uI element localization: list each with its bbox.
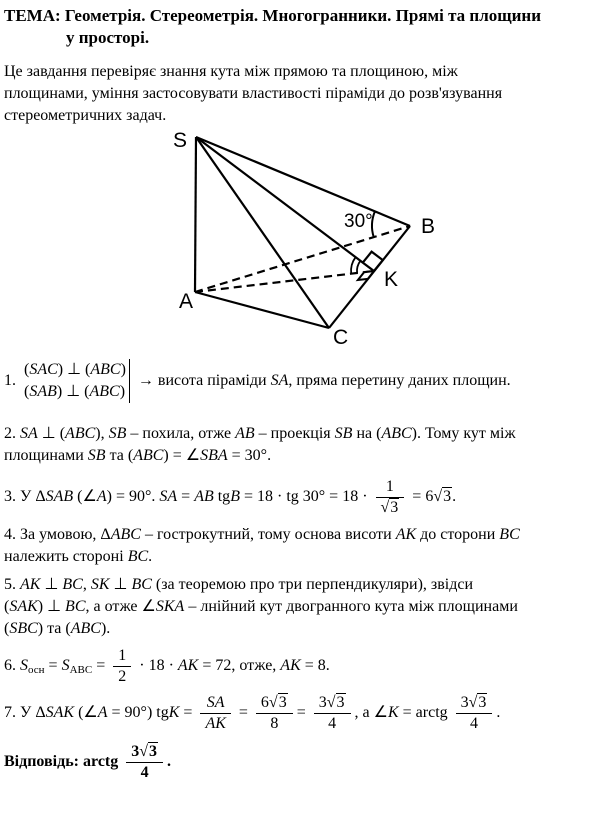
vertex-label-a: A (179, 290, 194, 313)
step-1-conclusion: → висота піраміди SA, пряма перетину даних площин. (137, 372, 511, 389)
dihedral-arc-k-inner (357, 261, 360, 273)
pyramid-figure (4, 129, 600, 357)
title-line-1: ТЕМА: Геометрія. Стереометрія. Многогранники. Прямі та площини (4, 6, 541, 25)
step-6: 6. $S_{осн} = S_{ABC}$ = $\frac{1}{2}$ · 18 · AK = 72, отже, AK = 8. (4, 647, 330, 685)
angle-label-30: 30° (344, 211, 373, 232)
step-4: 4. За умовою, ΔABC – гострокутний, тому основа висоти AK до сторони BC належить стороні BC. (4, 526, 520, 565)
step-1-system-line-1: (SAC) ⊥ (ABC) (24, 361, 126, 378)
edge-sk (196, 137, 374, 271)
vertex-label-k: K (384, 268, 399, 291)
edge-ak-dashed (195, 271, 374, 292)
step-7: 7. У ΔSAK (∠A = 90°) tgK = $\frac{SA}{AK}$ = $\frac{6√3}{8}$ = $\frac{3√3}{4}$ , а ∠K = arctg $\frac{3√3}{4}$ . (4, 694, 501, 732)
step-1-number: 1. (4, 372, 16, 389)
right-angle-mark-sk (363, 252, 383, 271)
answer-line: Відповідь: arctg $\frac{3√3}{4}$ . (4, 743, 172, 781)
step-5: 5. AK ⊥ BC, SK ⊥ BC (за теоремою про три перпендикуляри), звідси (SAK) ⊥ BC, а отже ∠SKA – лнійний кут двогранного кута між площинами (SBC) та (ABC). (4, 576, 518, 637)
page-title (4, 5, 595, 49)
dihedral-arc-k-outer (351, 257, 356, 274)
step-1 (4, 359, 595, 403)
edge-sa (195, 137, 196, 292)
step-1-system (24, 359, 130, 403)
intro-paragraph: Це завдання перевіряє знання кута між прямою та площиною, між площинами, уміння застосовувати властивості піраміди до розв'язування стереометричних задач. (4, 63, 503, 124)
right-angle-mark-ak (358, 271, 374, 280)
vertex-label-s: S (173, 129, 188, 152)
step-1-system-line-2: (SAB) ⊥ (ABC) (24, 383, 126, 400)
step-2: 2. SA ⊥ (ABC), SB – похила, отже AB – проекція SB на (ABC). Тому кут між площинами SB та (ABC) = ∠SBA = 30°. (4, 425, 516, 464)
step-3: 3. У ΔSAB (∠A) = 90°. SA = AB tgB = 18 · tg 30° = 18 · $\frac{1}{√3}$ = 6√3. (4, 478, 457, 516)
vertex-label-b: B (421, 215, 436, 238)
title-line-2: у просторі. (66, 28, 150, 47)
vertex-label-c: C (333, 326, 349, 349)
